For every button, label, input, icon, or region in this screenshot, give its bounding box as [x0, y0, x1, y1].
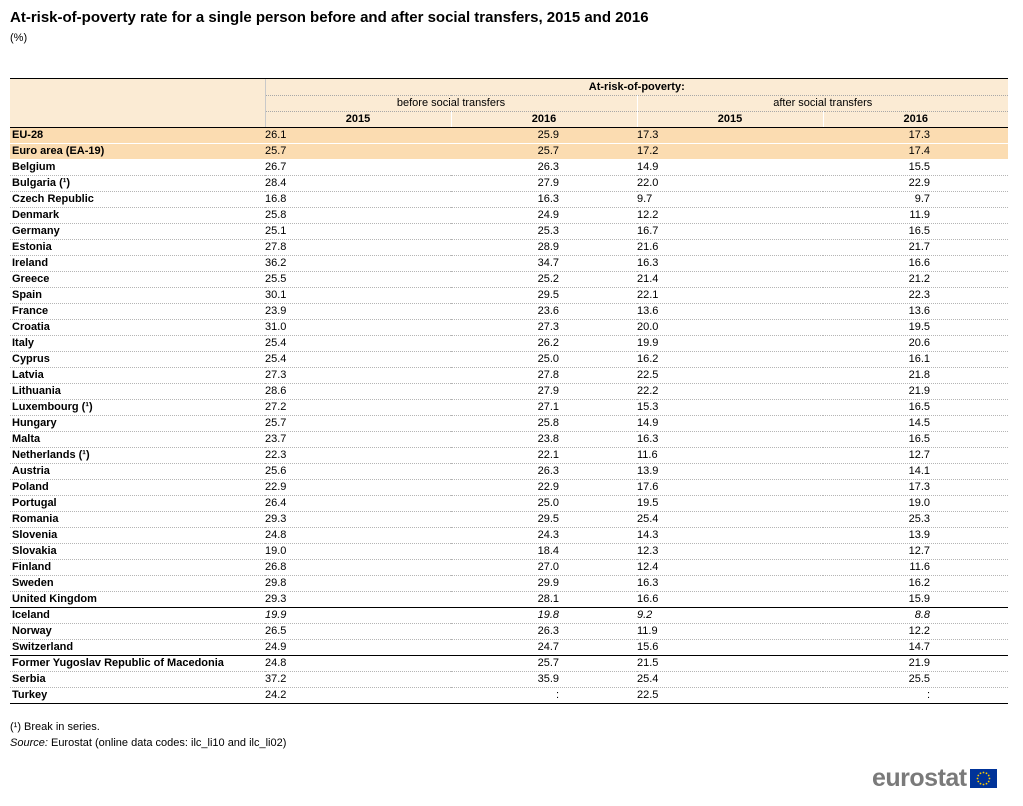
value-cell: 16.6	[637, 592, 823, 608]
value-cell: 22.1	[451, 448, 637, 464]
value-cell: 22.0	[637, 176, 823, 192]
value-cell: 12.4	[637, 560, 823, 576]
data-table	[10, 78, 1008, 704]
country-cell: Norway	[10, 624, 265, 640]
value-cell: 26.8	[265, 560, 451, 576]
value-cell: 19.8	[451, 608, 637, 624]
value-cell: 9.2	[637, 608, 823, 624]
table-row	[10, 624, 1008, 640]
source-text: Eurostat (online data codes: ilc_li10 and ilc_li02)	[47, 737, 287, 749]
flag-star	[976, 778, 978, 780]
value-cell: 13.9	[637, 464, 823, 480]
subgroup-header-after: after social transfers	[637, 96, 1008, 112]
value-cell: 25.4	[265, 336, 451, 352]
flag-star	[977, 781, 979, 783]
value-cell: 16.1	[823, 352, 1008, 368]
country-cell: Serbia	[10, 672, 265, 688]
table-row	[10, 528, 1008, 544]
value-cell: 14.9	[637, 160, 823, 176]
flag-star	[977, 775, 979, 777]
value-cell: 24.8	[265, 528, 451, 544]
value-cell: :	[451, 688, 637, 704]
value-cell: 20.6	[823, 336, 1008, 352]
table-row	[10, 592, 1008, 608]
value-cell: 14.3	[637, 528, 823, 544]
header-stub	[10, 79, 265, 96]
value-cell: 22.9	[451, 480, 637, 496]
value-cell: 12.2	[823, 624, 1008, 640]
country-cell: Spain	[10, 288, 265, 304]
page-title: At-risk-of-poverty rate for a single person before and after social transfers, 2015 and 2016	[10, 9, 649, 26]
value-cell: 17.3	[823, 128, 1008, 144]
value-cell: 27.9	[451, 176, 637, 192]
table-row	[10, 304, 1008, 320]
value-cell: 29.5	[451, 288, 637, 304]
country-cell: United Kingdom	[10, 592, 265, 608]
value-cell: 15.5	[823, 160, 1008, 176]
value-cell: 27.2	[265, 400, 451, 416]
value-cell: 12.7	[823, 448, 1008, 464]
value-cell: 24.7	[451, 640, 637, 656]
table-row	[10, 416, 1008, 432]
value-cell: 19.0	[823, 496, 1008, 512]
value-cell: 17.3	[637, 128, 823, 144]
source-note	[10, 737, 286, 749]
table-row	[10, 128, 1008, 144]
value-cell: 13.6	[637, 304, 823, 320]
country-cell: Ireland	[10, 256, 265, 272]
value-cell: 24.3	[451, 528, 637, 544]
value-cell: 25.4	[265, 352, 451, 368]
value-cell: 29.8	[265, 576, 451, 592]
value-cell: 16.2	[823, 576, 1008, 592]
value-cell: 8.8	[823, 608, 1008, 624]
value-cell: 19.9	[637, 336, 823, 352]
country-cell: Belgium	[10, 160, 265, 176]
value-cell: 11.9	[823, 208, 1008, 224]
value-cell: 25.7	[451, 656, 637, 672]
value-cell: 25.4	[637, 512, 823, 528]
country-cell: France	[10, 304, 265, 320]
value-cell: 17.2	[637, 144, 823, 160]
table-row	[10, 432, 1008, 448]
table-row	[10, 352, 1008, 368]
table-row	[10, 608, 1008, 624]
value-cell: 22.2	[637, 384, 823, 400]
value-cell: 26.7	[265, 160, 451, 176]
value-cell: 19.9	[265, 608, 451, 624]
country-cell: Romania	[10, 512, 265, 528]
country-cell: Austria	[10, 464, 265, 480]
value-cell: 27.1	[451, 400, 637, 416]
group-header: At-risk-of-poverty:	[265, 79, 1008, 96]
country-cell: Portugal	[10, 496, 265, 512]
value-cell: 16.5	[823, 432, 1008, 448]
table-row	[10, 560, 1008, 576]
value-cell: 26.5	[265, 624, 451, 640]
flag-star	[985, 783, 987, 785]
table-row	[10, 384, 1008, 400]
value-cell: 23.7	[265, 432, 451, 448]
table-row	[10, 496, 1008, 512]
country-cell: Croatia	[10, 320, 265, 336]
value-cell: 26.3	[451, 624, 637, 640]
country-cell: Former Yugoslav Republic of Macedonia	[10, 656, 265, 672]
value-cell: 9.7	[823, 192, 1008, 208]
country-cell: Euro area (EA-19)	[10, 144, 265, 160]
flag-star	[987, 781, 989, 783]
country-cell: Sweden	[10, 576, 265, 592]
table-row	[10, 688, 1008, 704]
value-cell: 25.0	[451, 496, 637, 512]
value-cell: 20.0	[637, 320, 823, 336]
value-cell: 26.3	[451, 160, 637, 176]
table-row	[10, 640, 1008, 656]
value-cell: 29.3	[265, 512, 451, 528]
value-cell: 35.9	[451, 672, 637, 688]
country-cell: Cyprus	[10, 352, 265, 368]
value-cell: 28.4	[265, 176, 451, 192]
table-row	[10, 320, 1008, 336]
country-cell: Italy	[10, 336, 265, 352]
value-cell: 16.2	[637, 352, 823, 368]
table-row	[10, 288, 1008, 304]
table-row	[10, 336, 1008, 352]
value-cell: 26.1	[265, 128, 451, 144]
value-cell: 16.3	[451, 192, 637, 208]
value-cell: 15.3	[637, 400, 823, 416]
flag-star	[982, 772, 984, 774]
value-cell: 27.8	[265, 240, 451, 256]
value-cell: 23.6	[451, 304, 637, 320]
country-cell: Iceland	[10, 608, 265, 624]
value-cell: 36.2	[265, 256, 451, 272]
value-cell: 25.7	[451, 144, 637, 160]
value-cell: 24.9	[265, 640, 451, 656]
footnote: (¹) Break in series.	[10, 721, 100, 733]
country-cell: Germany	[10, 224, 265, 240]
value-cell: 12.3	[637, 544, 823, 560]
value-cell: 28.9	[451, 240, 637, 256]
value-cell: 21.4	[637, 272, 823, 288]
value-cell: 15.9	[823, 592, 1008, 608]
value-cell: 15.6	[637, 640, 823, 656]
value-cell: 9.7	[637, 192, 823, 208]
value-cell: 24.2	[265, 688, 451, 704]
value-cell: 21.8	[823, 368, 1008, 384]
table-row	[10, 256, 1008, 272]
value-cell: 16.7	[637, 224, 823, 240]
value-cell: 14.5	[823, 416, 1008, 432]
value-cell: 22.3	[265, 448, 451, 464]
value-cell: 27.3	[265, 368, 451, 384]
table-row	[10, 480, 1008, 496]
flag-star	[985, 772, 987, 774]
value-cell: 22.9	[823, 176, 1008, 192]
value-cell: 16.3	[637, 432, 823, 448]
value-cell: 25.3	[823, 512, 1008, 528]
country-cell: Latvia	[10, 368, 265, 384]
country-cell: Czech Republic	[10, 192, 265, 208]
value-cell: 28.1	[451, 592, 637, 608]
table-row	[10, 544, 1008, 560]
value-cell: 17.3	[823, 480, 1008, 496]
value-cell: 26.2	[451, 336, 637, 352]
value-cell: 26.4	[265, 496, 451, 512]
table-body	[10, 128, 1008, 704]
flag-star	[982, 784, 984, 786]
value-cell: 25.8	[265, 208, 451, 224]
table-row	[10, 144, 1008, 160]
value-cell: 31.0	[265, 320, 451, 336]
value-cell: 22.5	[637, 368, 823, 384]
flag-star	[988, 778, 990, 780]
value-cell: 27.8	[451, 368, 637, 384]
value-cell: 16.5	[823, 224, 1008, 240]
country-cell: Hungary	[10, 416, 265, 432]
value-cell: 18.4	[451, 544, 637, 560]
country-cell: Estonia	[10, 240, 265, 256]
table-row	[10, 272, 1008, 288]
value-cell: 11.6	[823, 560, 1008, 576]
country-cell: Greece	[10, 272, 265, 288]
value-cell: 34.7	[451, 256, 637, 272]
subgroup-header-before: before social transfers	[265, 96, 637, 112]
country-cell: Slovakia	[10, 544, 265, 560]
value-cell: 16.5	[823, 400, 1008, 416]
value-cell: 22.1	[637, 288, 823, 304]
value-cell: 22.9	[265, 480, 451, 496]
value-cell: 22.5	[637, 688, 823, 704]
eurostat-logo	[872, 764, 997, 793]
value-cell: 17.6	[637, 480, 823, 496]
country-cell: Malta	[10, 432, 265, 448]
value-cell: 17.4	[823, 144, 1008, 160]
value-cell: 24.9	[451, 208, 637, 224]
value-cell: 21.7	[823, 240, 1008, 256]
table-row	[10, 656, 1008, 672]
country-cell: Netherlands (¹)	[10, 448, 265, 464]
value-cell: 25.6	[265, 464, 451, 480]
country-cell: EU-28	[10, 128, 265, 144]
value-cell: 27.0	[451, 560, 637, 576]
value-cell: 16.6	[823, 256, 1008, 272]
value-cell: 29.9	[451, 576, 637, 592]
value-cell: 37.2	[265, 672, 451, 688]
flag-star	[979, 783, 981, 785]
table-row	[10, 160, 1008, 176]
value-cell: 23.9	[265, 304, 451, 320]
value-cell: 27.3	[451, 320, 637, 336]
value-cell: 11.9	[637, 624, 823, 640]
value-cell: 19.5	[637, 496, 823, 512]
value-cell: 12.7	[823, 544, 1008, 560]
table-row	[10, 512, 1008, 528]
country-cell: Turkey	[10, 688, 265, 704]
value-cell: 16.3	[637, 256, 823, 272]
value-cell: 25.9	[451, 128, 637, 144]
value-cell: 21.2	[823, 272, 1008, 288]
value-cell: 29.3	[265, 592, 451, 608]
value-cell: 30.1	[265, 288, 451, 304]
value-cell: 21.5	[637, 656, 823, 672]
table-row	[10, 208, 1008, 224]
value-cell: 29.5	[451, 512, 637, 528]
value-cell: 19.5	[823, 320, 1008, 336]
value-cell: 14.1	[823, 464, 1008, 480]
logo-text: eurostat	[872, 764, 967, 792]
value-cell: 25.2	[451, 272, 637, 288]
table-row	[10, 224, 1008, 240]
value-cell: 11.6	[637, 448, 823, 464]
value-cell: 16.8	[265, 192, 451, 208]
value-cell: 25.8	[451, 416, 637, 432]
value-cell: 13.6	[823, 304, 1008, 320]
value-cell: 24.8	[265, 656, 451, 672]
value-cell: 21.9	[823, 384, 1008, 400]
value-cell: 21.9	[823, 656, 1008, 672]
flag-star	[979, 772, 981, 774]
value-cell: 25.3	[451, 224, 637, 240]
country-cell: Switzerland	[10, 640, 265, 656]
country-cell: Bulgaria (¹)	[10, 176, 265, 192]
year-header: 2016	[823, 112, 1008, 128]
value-cell: 25.5	[823, 672, 1008, 688]
table-row	[10, 576, 1008, 592]
table-row	[10, 400, 1008, 416]
value-cell: 27.9	[451, 384, 637, 400]
value-cell: 21.6	[637, 240, 823, 256]
value-cell: 25.0	[451, 352, 637, 368]
year-header: 2016	[451, 112, 637, 128]
country-cell: Slovenia	[10, 528, 265, 544]
table-row	[10, 448, 1008, 464]
unit-label: (%)	[10, 32, 28, 44]
value-cell: 19.0	[265, 544, 451, 560]
value-cell: 25.5	[265, 272, 451, 288]
eu-flag-icon	[970, 769, 997, 788]
value-cell: 25.1	[265, 224, 451, 240]
table-row	[10, 176, 1008, 192]
country-cell: Lithuania	[10, 384, 265, 400]
country-cell: Finland	[10, 560, 265, 576]
source-label: Source:	[10, 737, 48, 749]
value-cell: 12.2	[637, 208, 823, 224]
value-cell: 26.3	[451, 464, 637, 480]
table-row	[10, 240, 1008, 256]
country-cell: Denmark	[10, 208, 265, 224]
value-cell: :	[823, 688, 1008, 704]
table-row	[10, 672, 1008, 688]
value-cell: 25.7	[265, 416, 451, 432]
flag-star	[987, 775, 989, 777]
value-cell: 14.7	[823, 640, 1008, 656]
country-cell: Luxembourg (¹)	[10, 400, 265, 416]
table-row	[10, 192, 1008, 208]
value-cell: 25.4	[637, 672, 823, 688]
value-cell: 25.7	[265, 144, 451, 160]
year-header: 2015	[637, 112, 823, 128]
table-row	[10, 368, 1008, 384]
table-row	[10, 464, 1008, 480]
value-cell: 23.8	[451, 432, 637, 448]
value-cell: 22.3	[823, 288, 1008, 304]
value-cell: 14.9	[637, 416, 823, 432]
country-cell: Poland	[10, 480, 265, 496]
value-cell: 16.3	[637, 576, 823, 592]
value-cell: 13.9	[823, 528, 1008, 544]
value-cell: 28.6	[265, 384, 451, 400]
year-header: 2015	[265, 112, 451, 128]
